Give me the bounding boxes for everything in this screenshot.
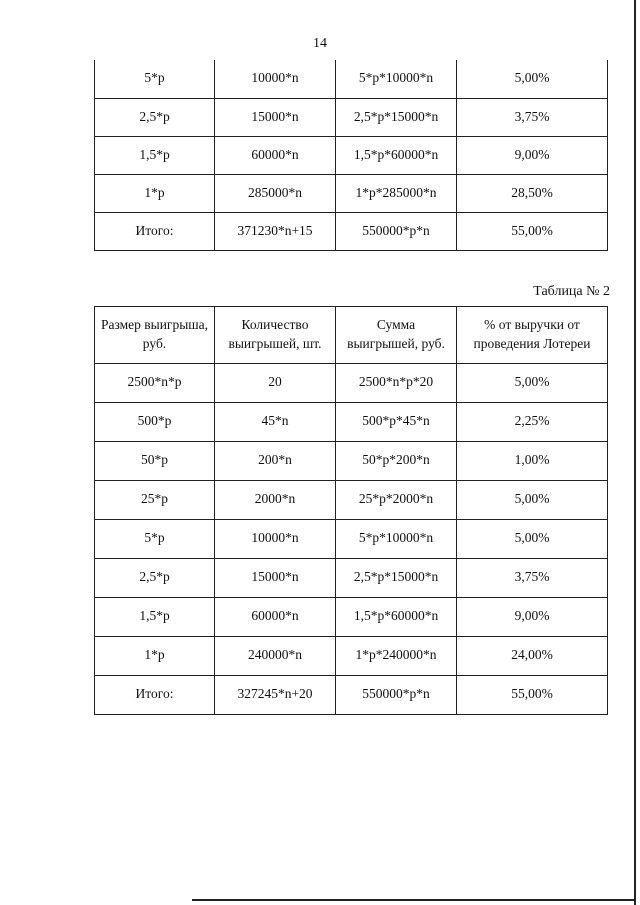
prize-count-cell: 285000*n [215,174,336,212]
prize-size-cell: 1*р [95,174,215,212]
prize-count-cell: 60000*n [215,136,336,174]
total-label-cell: Итого: [95,212,215,250]
prize-count-cell: 15000*n [215,559,336,598]
prize-size-cell: 2,5*р [95,98,215,136]
page-number: 14 [313,36,327,51]
table-row [95,174,608,212]
table-row [95,481,608,520]
table-row [95,559,608,598]
prize-size-cell: 2500*n*р [95,364,215,403]
prize-size-cell: 5*р [95,60,215,98]
header-row [95,307,608,364]
table-row [95,598,608,637]
revenue-percent-cell: 9,00% [457,598,608,637]
total-percent-cell: 55,00% [457,676,608,715]
revenue-percent-cell: 5,00% [457,60,608,98]
revenue-percent-cell: 1,00% [457,442,608,481]
prize-sum-cell: 50*р*200*n [336,442,457,481]
prize-sum-cell: 1,5*р*60000*n [336,136,457,174]
header-prize-sum: Сумма выигрышей, руб. [336,307,457,364]
prize-sum-cell: 1*р*285000*n [336,174,457,212]
total-sum-cell: 550000*р*n [336,212,457,250]
revenue-percent-cell: 2,25% [457,403,608,442]
prize-size-cell: 500*р [95,403,215,442]
prize-sum-cell: 2500*n*р*20 [336,364,457,403]
prize-count-cell: 240000*n [215,637,336,676]
prize-count-cell: 45*n [215,403,336,442]
prize-count-cell: 200*n [215,442,336,481]
total-percent-cell: 55,00% [457,212,608,250]
header-prize-size: Размер выигрыша, руб. [95,307,215,364]
prize-size-cell: 1,5*р [95,598,215,637]
prize-count-cell: 2000*n [215,481,336,520]
prize-sum-cell: 2,5*р*15000*n [336,559,457,598]
prize-size-cell: 2,5*р [95,559,215,598]
prize-sum-cell: 1,5*р*60000*n [336,598,457,637]
prize-sum-cell: 25*р*2000*n [336,481,457,520]
prize-table-continued [94,60,608,251]
prize-size-cell: 25*р [95,481,215,520]
revenue-percent-cell: 9,00% [457,136,608,174]
total-count-cell: 371230*n+15 [215,212,336,250]
table-row [95,60,608,98]
total-row [95,212,608,250]
prize-count-cell: 20 [215,364,336,403]
prize-size-cell: 50*р [95,442,215,481]
table-row [95,520,608,559]
table-row [95,403,608,442]
prize-sum-cell: 5*р*10000*n [336,520,457,559]
prize-sum-cell: 5*р*10000*n [336,60,457,98]
table-row [95,637,608,676]
prize-sum-cell: 500*р*45*n [336,403,457,442]
page-border-bottom [192,899,636,901]
prize-size-cell: 1,5*р [95,136,215,174]
prize-sum-cell: 1*р*240000*n [336,637,457,676]
page-border-right [634,0,636,905]
prize-size-cell: 5*р [95,520,215,559]
prize-count-cell: 10000*n [215,520,336,559]
revenue-percent-cell: 3,75% [457,559,608,598]
revenue-percent-cell: 28,50% [457,174,608,212]
header-prize-count: Количество выигрышей, шт. [215,307,336,364]
total-label-cell: Итого: [95,676,215,715]
revenue-percent-cell: 5,00% [457,520,608,559]
prize-size-cell: 1*р [95,637,215,676]
table-caption: Таблица № 2 [533,284,610,299]
prize-sum-cell: 2,5*р*15000*n [336,98,457,136]
revenue-percent-cell: 5,00% [457,481,608,520]
header-revenue-percent: % от выручки от проведения Лотереи [457,307,608,364]
prize-count-cell: 60000*n [215,598,336,637]
revenue-percent-cell: 5,00% [457,364,608,403]
table-row [95,364,608,403]
total-sum-cell: 550000*р*n [336,676,457,715]
prize-count-cell: 15000*n [215,98,336,136]
revenue-percent-cell: 3,75% [457,98,608,136]
prize-count-cell: 10000*n [215,60,336,98]
total-row [95,676,608,715]
table-row [95,136,608,174]
table-row [95,98,608,136]
revenue-percent-cell: 24,00% [457,637,608,676]
table-row [95,442,608,481]
prize-table-2 [94,306,608,715]
total-count-cell: 327245*n+20 [215,676,336,715]
